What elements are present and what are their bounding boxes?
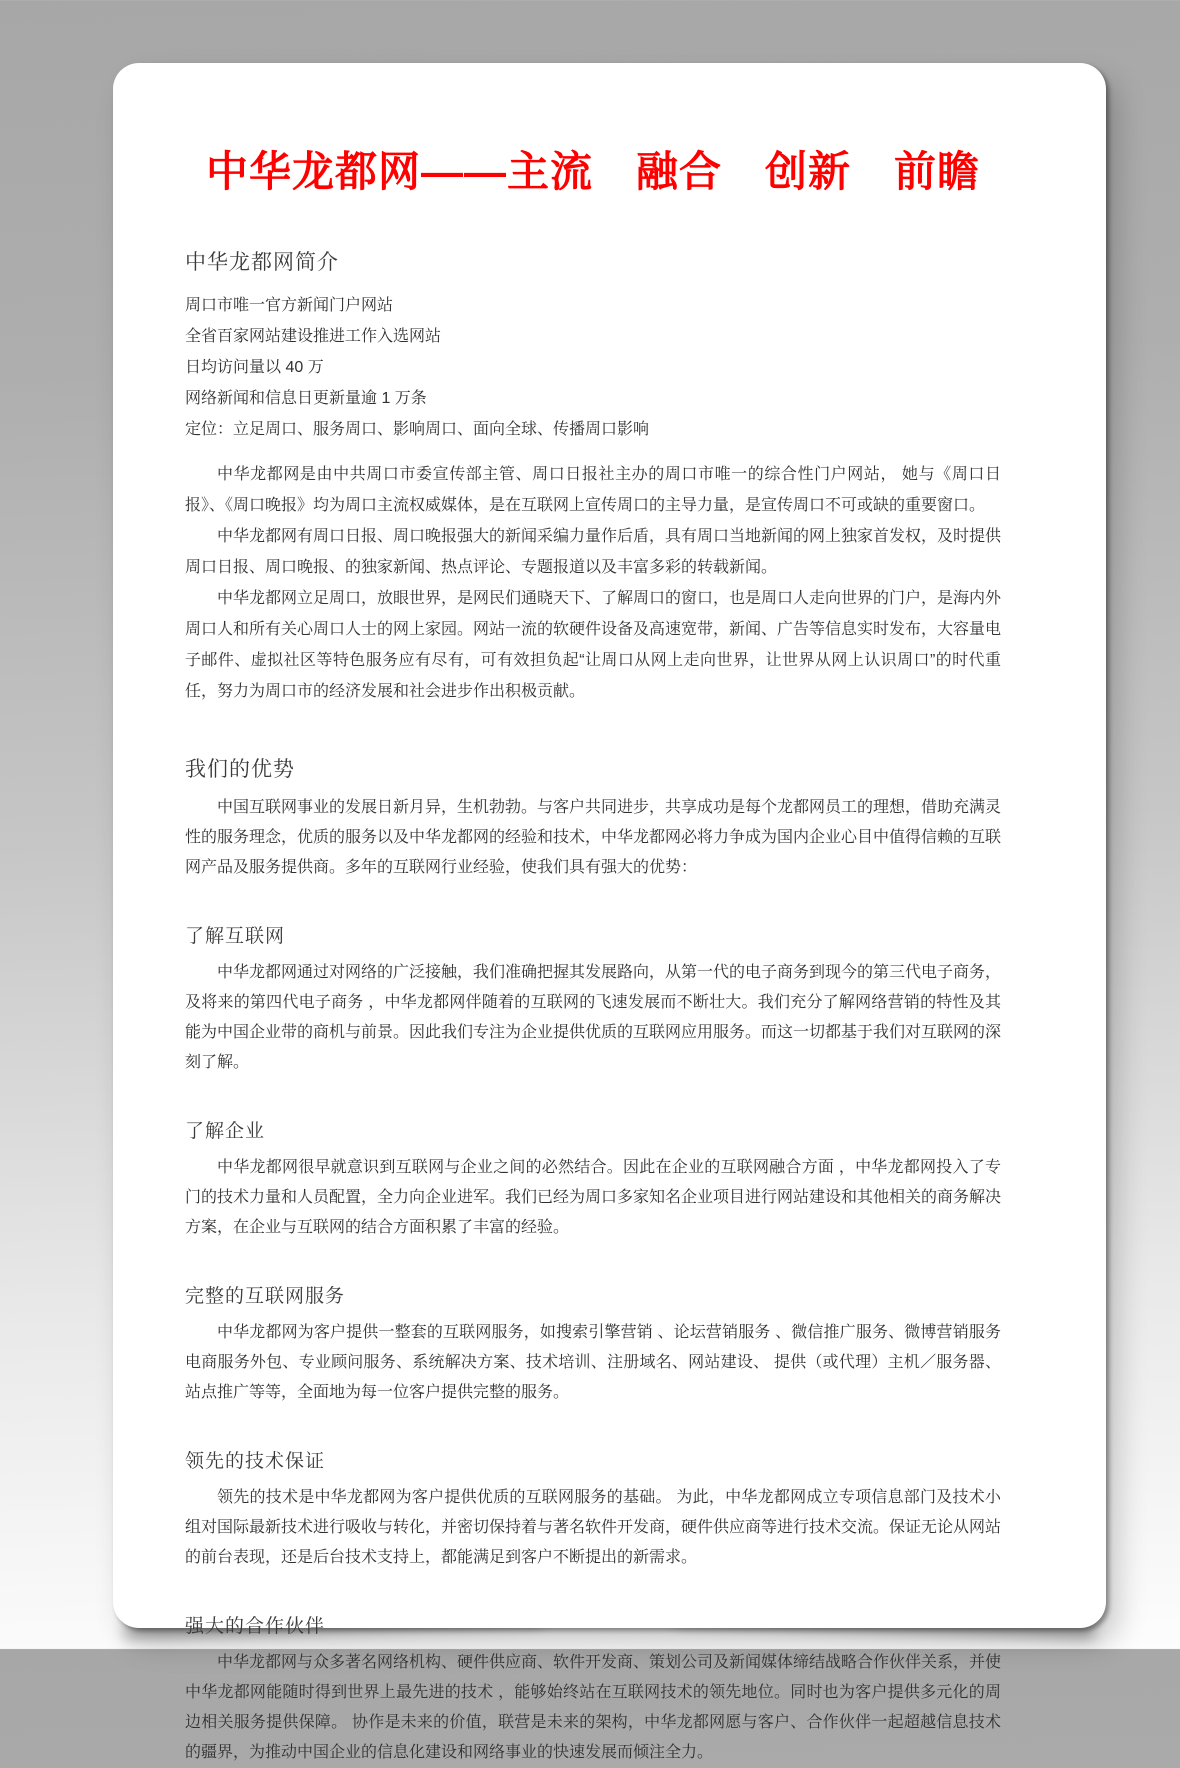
- sub-paragraph-tech-guarantee: 领先的技术是中华龙都网为客户提供优质的互联网服务的基础。 为此，中华龙都网成立专项信息部门及技术小组对国际最新技术进行吸收与转化，并密切保持着与著名软件开发商，硬件供应商等进行技术交流。保证无论从网站的前台表现，还是后台技术支持上，都能满足到客户不断提出的新需求。: [185, 1488, 1002, 1566]
- sub-paragraph-know-internet: 中华龙都网通过对网络的广泛接触，我们准确把握其发展路向，从第一代的电子商务到现今的第三代电子商务，及将来的第四代电子商务 ，中华龙都网伴随着的互联网的飞速发展而不断壮大。我们充分了解网络营销的特性及其能为中国企业带的商机与前景。因此我们专注为企业提供优质的互联网应用服务。而这一切都基于我们对互联网的深刻了解。: [185, 963, 1002, 1071]
- intro-paragraph: 中华龙都网有周口日报、周口晚报强大的新闻采编力量作后盾，具有周口当地新闻的网上独家首发权，及时提供周口日报、周口晚报、的独家新闻、热点评论、专题报道以及丰富多彩的转载新闻。: [185, 527, 1002, 576]
- intro-fact-list: [185, 290, 1001, 445]
- sub-paragraph-strong-partners: 中华龙都网与众多著名网络机构、硬件供应商、软件开发商、策划公司及新闻媒体缔结战略合作伙伴关系，并使中华龙都网能随时得到世界上最先进的技术 ，能够始终站在互联网技术的领先地位。同时也为客户提供多元化的周边相关服务提供保障。 协作是未来的价值，联营是未来的架构，中华龙都网愿与客户、合作伙伴一起超越信息技术的疆界，为推动中国企业的信息化建设和网络事业的快速发展而倾注全力。: [185, 1653, 1002, 1761]
- sub-paragraph-complete-services: 中华龙都网为客户提供一整套的互联网服务，如搜索引擎营销 、论坛营销服务 、微信推广服务、微博营销服务电商服务外包、专业顾问服务、系统解决方案、技术培训、注册域名、网站建设、 提供（或代理）主机／服务器、 站点推广等等，全面地为每一位客户提供完整的服务。: [185, 1323, 1001, 1401]
- section-heading-advantages: 我们的优势: [185, 757, 295, 781]
- intro-paragraphs: [185, 459, 1001, 707]
- sub-paragraph-know-enterprise: 中华龙都网很早就意识到互联网与企业之间的必然结合。因此在企业的互联网融合方面 ，中华龙都网投入了专门的技术力量和人员配置，全力向企业进军。我们已经为周口多家知名企业项目进行网站建设和其他相关的商务解决方案，在企业与互联网的结合方面积累了丰富的经验。: [185, 1158, 1002, 1236]
- sub-heading-tech-guarantee: 领先的技术保证: [185, 1450, 326, 1472]
- intro-fact-line: 周口市唯一官方新闻门户网站: [185, 296, 394, 314]
- document-card: [113, 63, 1106, 1761]
- intro-paragraph: 中华龙都网立足周口，放眼世界，是网民们通晓天下、了解周口的窗口，也是周口人走向世界的门户，是海内外周口人和所有关心周口人士的网上家园。网站一流的软硬件设备及高速宽带，新闻、广告等信息实时发布，大容量电子邮件、虚拟社区等特色服务应有尽有，可有效担负起“让周口从网上走向世界，让世界从网上认识周口”的时代重任，努力为周口市的经济发展和社会进步作出积极贡献。: [185, 589, 1002, 700]
- advantages-intro-paragraph: 中国互联网事业的发展日新月异，生机勃勃。与客户共同进步，共享成功是每个龙都网员工的理想，借助充满灵性的服务理念，优质的服务以及中华龙都网的经验和技术，中华龙都网必将力争成为国内企业心目中值得信赖的互联网产品及服务提供商。多年的互联网行业经验，使我们具有强大的优势：: [185, 798, 1002, 876]
- section-heading-intro: 中华龙都网简介: [185, 250, 339, 274]
- sub-heading-know-internet: 了解互联网: [185, 925, 286, 947]
- sub-heading-complete-services: 完整的互联网服务: [185, 1285, 346, 1307]
- sub-heading-strong-partners: 强大的合作伙伴: [185, 1615, 326, 1637]
- page-title: 中华龙都网——主流 融合 创新 前瞻: [205, 148, 980, 195]
- intro-fact-line: 网络新闻和信息日更新量逾 1 万条: [185, 389, 427, 407]
- intro-paragraph: 中华龙都网是由中共周口市委宣传部主管、周口日报社主办的周口市唯一的综合性门户网站， 她与《周口日报》、《周口晚报》均为周口主流权威媒体，是在互联网上宣传周口的主导力量，是宣传周口不可或缺的重要窗口。: [185, 465, 1001, 514]
- intro-fact-line: 全省百家网站建设推进工作入选网站: [185, 327, 442, 345]
- sub-heading-know-enterprise: 了解企业: [185, 1120, 266, 1142]
- intro-fact-line: 定位：立足周口、服务周口、影响周口、面向全球、传播周口影响: [185, 420, 650, 438]
- intro-fact-line: 日均访问量以 40 万: [185, 358, 324, 376]
